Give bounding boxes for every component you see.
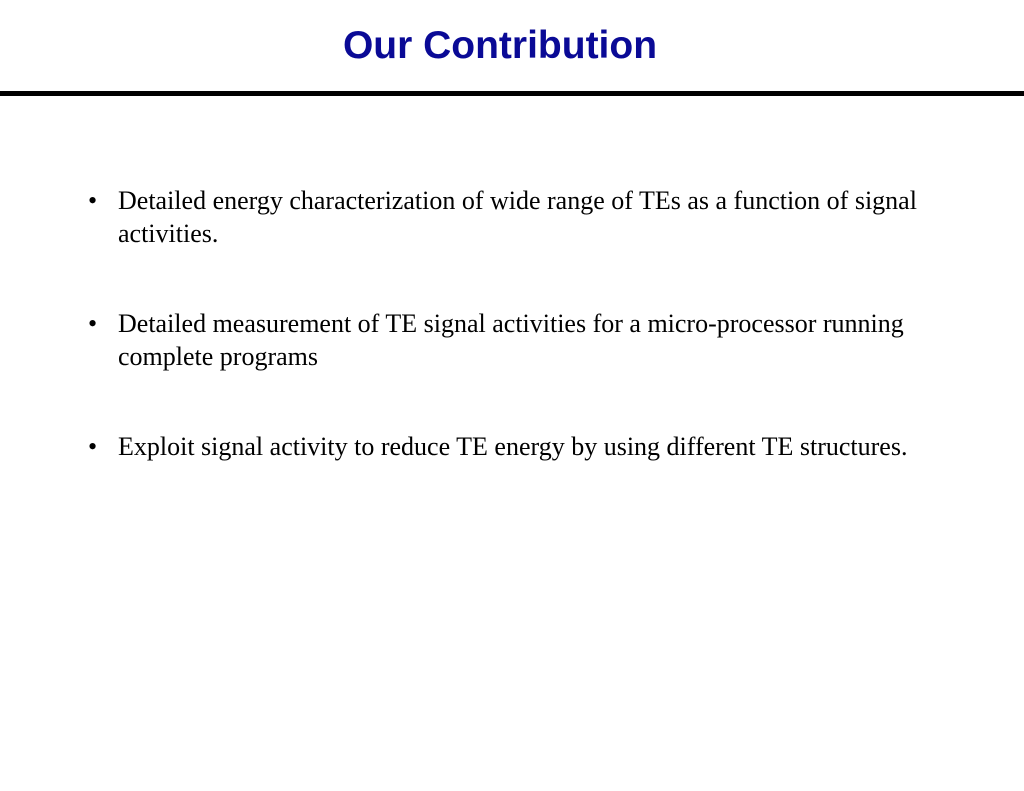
bullet-list (88, 184, 948, 520)
bullet-text: Exploit signal activity to reduce TE energy by using different TE structures. (118, 432, 908, 461)
bullet-icon: • (88, 432, 98, 461)
bullet-text: Detailed measurement of TE signal activities for a micro-processor running complete programs (118, 309, 904, 371)
title-divider (0, 91, 1024, 96)
bullet-icon: • (88, 186, 98, 215)
bullet-item-exploit-activity (88, 430, 948, 463)
bullet-item-energy-characterization (88, 184, 948, 250)
slide-title: Our Contribution (342, 24, 658, 67)
bullet-icon: • (88, 309, 98, 338)
bullet-text: Detailed energy characterization of wide range of TEs as a function of signal activities. (118, 186, 917, 248)
bullet-item-signal-measurement (88, 307, 948, 373)
